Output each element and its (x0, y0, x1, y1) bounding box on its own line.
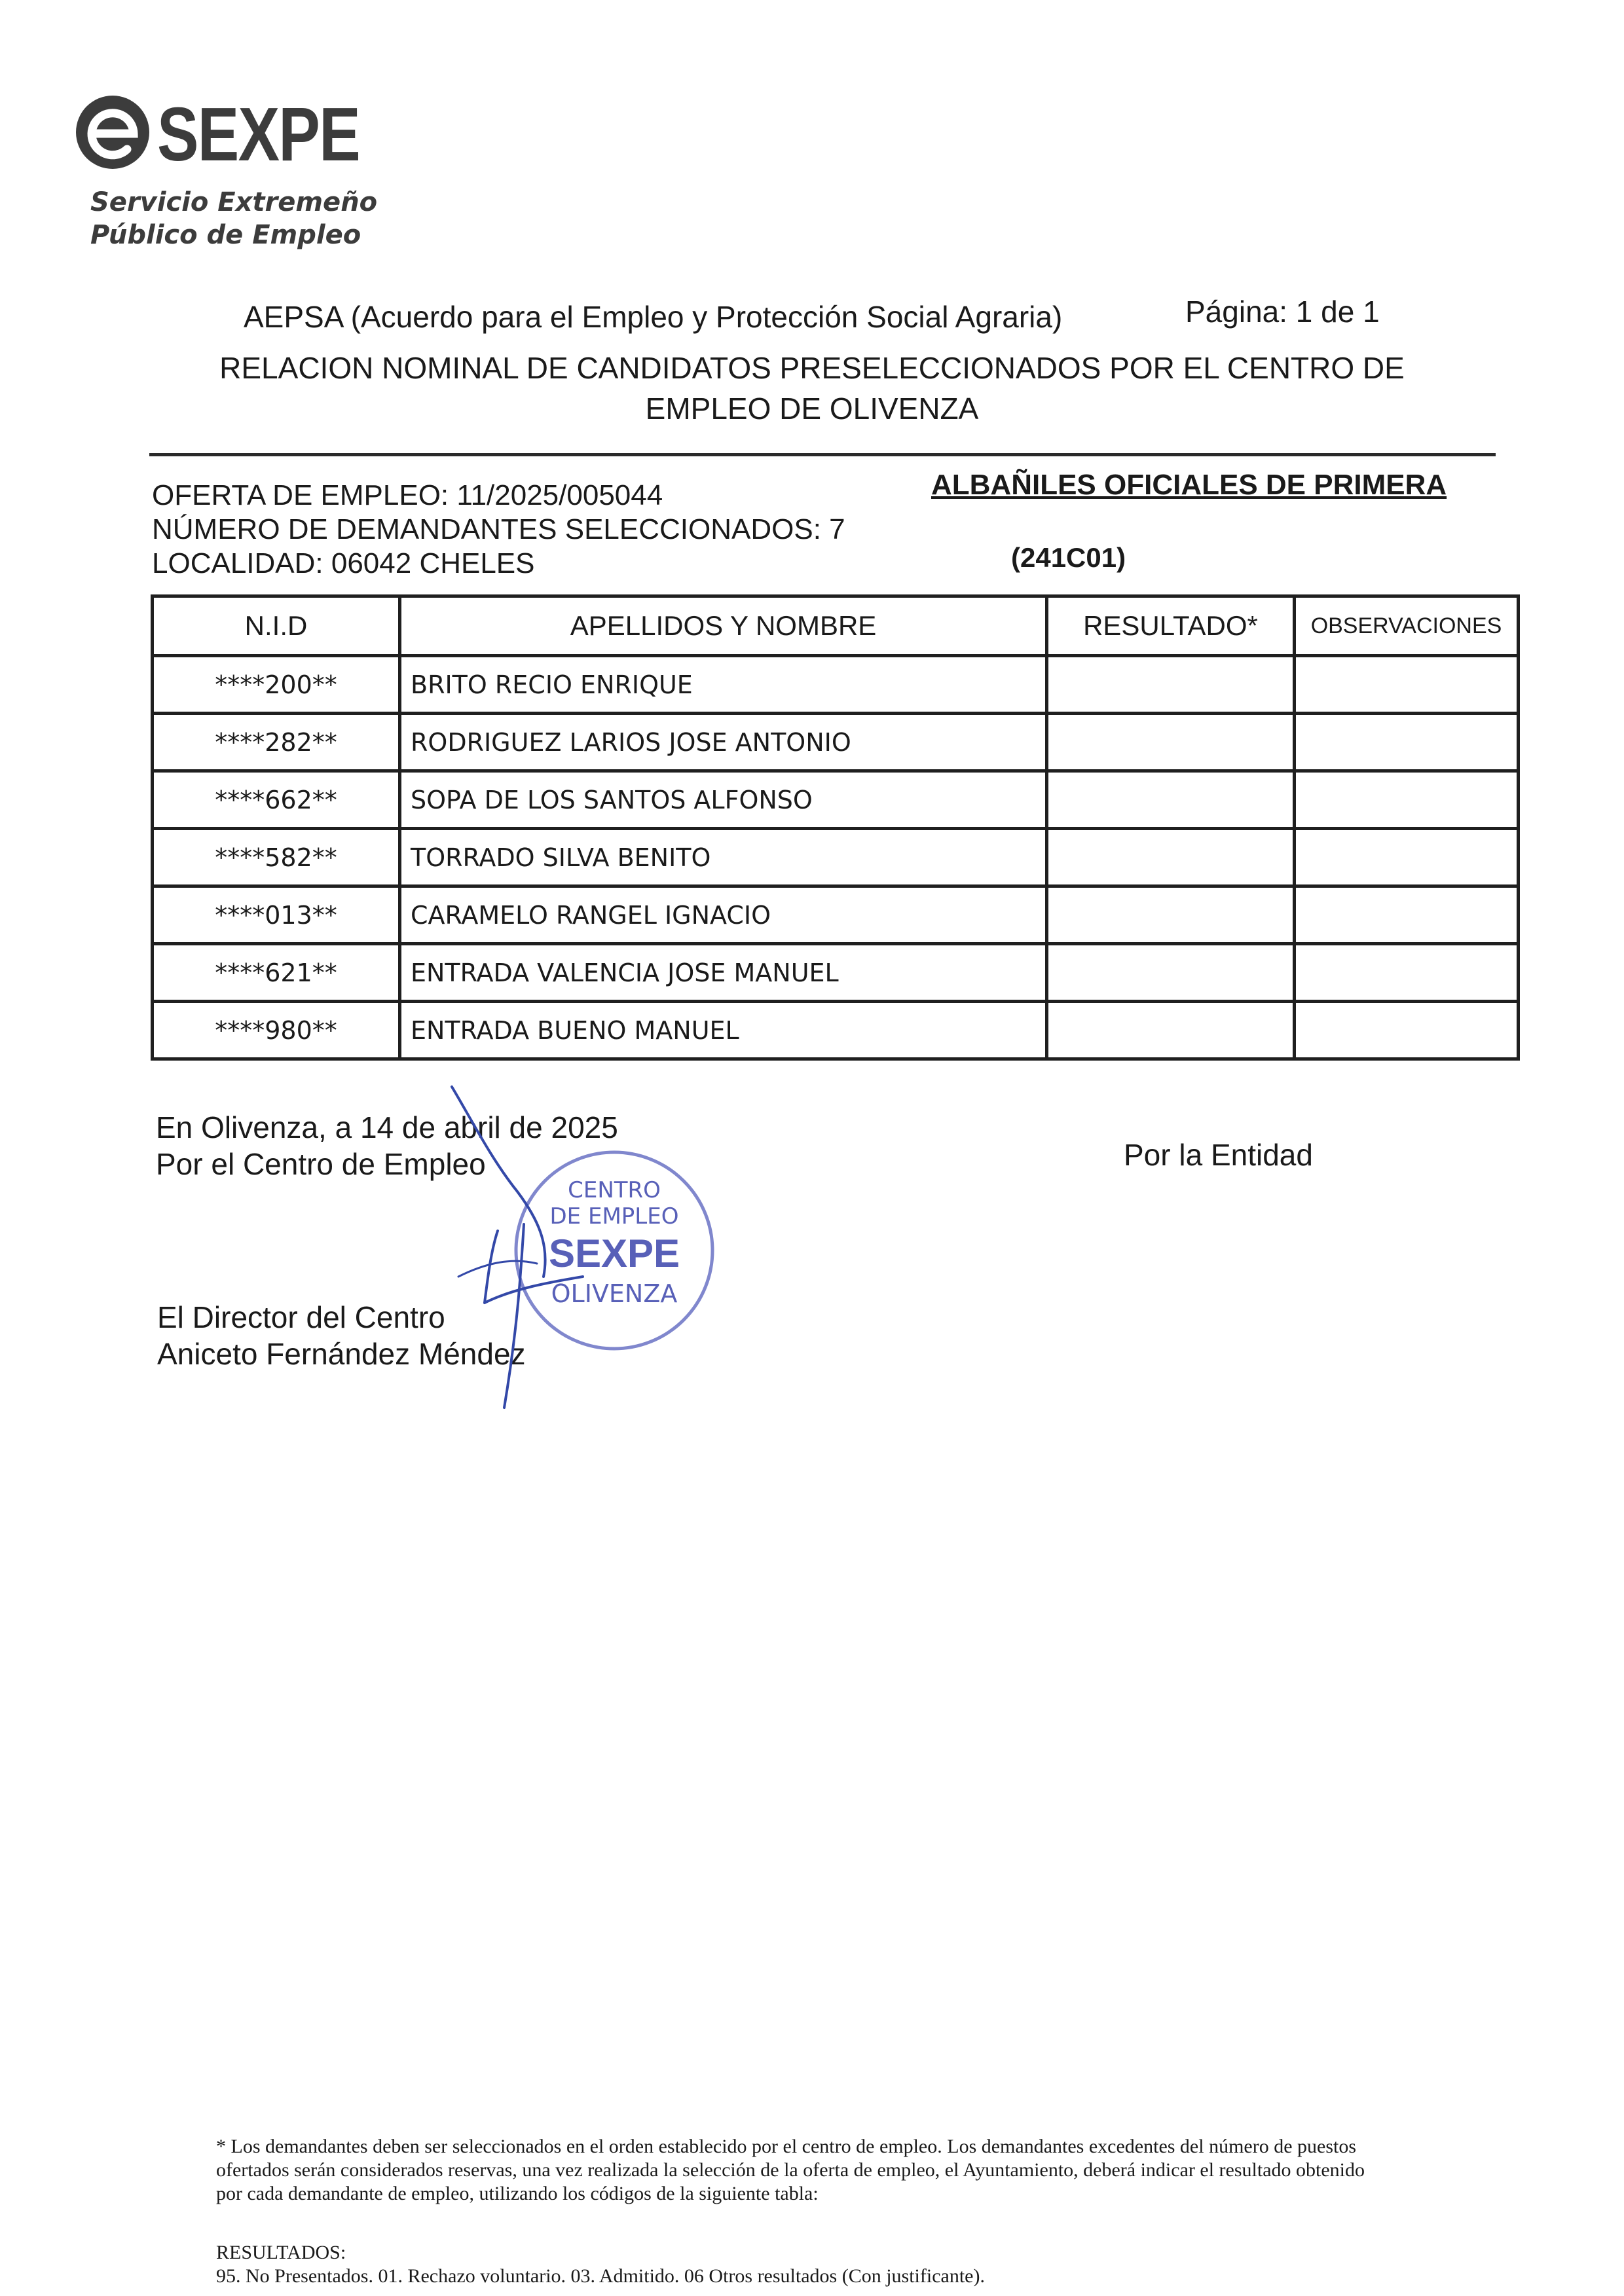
results-codes: 95. No Presentados. 01. Rechazo voluntario. 03. Admitido. 06 Otros resultados (Con justificante). (216, 2265, 985, 2287)
header-nombre: APELLIDOS Y NOMBRE (400, 596, 1047, 656)
document-subtitle-line2: EMPLEO DE OLIVENZA (645, 392, 979, 426)
cell-nombre: RODRIGUEZ LARIOS JOSE ANTONIO (400, 714, 1047, 771)
stamp-line4: OLIVENZA (551, 1279, 678, 1308)
table-row (153, 656, 1519, 714)
job-code: (241C01) (1011, 542, 1126, 573)
table-row (153, 1002, 1519, 1059)
cell-resultado (1047, 656, 1295, 714)
cell-nombre: CARAMELO RANGEL IGNACIO (400, 886, 1047, 944)
cell-nombre: ENTRADA VALENCIA JOSE MANUEL (400, 944, 1047, 1002)
cell-resultado (1047, 829, 1295, 886)
results-label: RESULTADOS: (216, 2242, 346, 2263)
header-resultado: RESULTADO* (1047, 596, 1295, 656)
cell-resultado (1047, 771, 1295, 829)
offer-number: OFERTA DE EMPLEO: 11/2025/005044 (152, 479, 663, 511)
table-header-row (153, 596, 1519, 656)
cell-resultado (1047, 944, 1295, 1002)
director-title: El Director del Centro (157, 1300, 445, 1334)
cell-nid: ****662** (153, 771, 400, 829)
cell-observaciones (1295, 1002, 1519, 1059)
cell-nombre: TORRADO SILVA BENITO (400, 829, 1047, 886)
sexpe-e-icon (73, 93, 152, 172)
cell-nid: ****282** (153, 714, 400, 771)
stamp-line1: CENTRO (568, 1177, 661, 1203)
director-name: Aniceto Fernández Méndez (157, 1337, 526, 1371)
cell-resultado (1047, 714, 1295, 771)
selected-count: NÚMERO DE DEMANDANTES SELECCIONADOS: 7 (152, 513, 845, 545)
handwritten-signature-icon (445, 1080, 589, 1421)
cell-nid: ****582** (153, 829, 400, 886)
by-center-label: Por el Centro de Empleo (156, 1147, 486, 1181)
job-title: ALBAÑILES OFICIALES DE PRIMERA (931, 469, 1447, 501)
stamp-line2: DE EMPLEO (549, 1203, 679, 1230)
footnote-line3: por cada demandante de empleo, utilizando los códigos de la siguiente tabla: (216, 2183, 819, 2204)
cell-nid: ****013** (153, 886, 400, 944)
place-date: En Olivenza, a 14 de abril de 2025 (156, 1110, 618, 1144)
document-title: AEPSA (Acuerdo para el Empleo y Protección Social Agraria) (244, 300, 1063, 334)
header-observaciones: OBSERVACIONES (1295, 596, 1519, 656)
footnote-line2: ofertados serán considerados reservas, una vez realizada la selección de la oferta de empleo, el Ayuntamiento, deberá indicar el resultado obtenido (216, 2159, 1365, 2181)
stamp-line3: SEXPE (548, 1231, 680, 1275)
locality: LOCALIDAD: 06042 CHELES (152, 547, 535, 579)
logo-subtitle-line2: Público de Empleo (90, 220, 361, 250)
cell-observaciones (1295, 714, 1519, 771)
table-row (153, 886, 1519, 944)
cell-observaciones (1295, 886, 1519, 944)
cell-nombre: BRITO RECIO ENRIQUE (400, 656, 1047, 714)
document-subtitle-line1: RELACION NOMINAL DE CANDIDATOS PRESELECCIONADOS POR EL CENTRO DE (219, 351, 1405, 385)
table-row (153, 714, 1519, 771)
cell-nid: ****621** (153, 944, 400, 1002)
cell-resultado (1047, 1002, 1295, 1059)
cell-observaciones (1295, 829, 1519, 886)
cell-nid: ****980** (153, 1002, 400, 1059)
cell-resultado (1047, 886, 1295, 944)
logo-brand: SEXPE (157, 92, 360, 177)
table-row (153, 771, 1519, 829)
cell-observaciones (1295, 656, 1519, 714)
cell-observaciones (1295, 944, 1519, 1002)
header-nid: N.I.D (153, 596, 400, 656)
cell-observaciones (1295, 771, 1519, 829)
candidates-table (151, 594, 1520, 1061)
header-divider (149, 453, 1496, 456)
cell-nid: ****200** (153, 656, 400, 714)
table-row (153, 944, 1519, 1002)
footnote-line1: * Los demandantes deben ser seleccionados en el orden establecido por el centro de empleo. Los demandantes excedentes del número de puestos (216, 2136, 1357, 2157)
page-number: Página: 1 de 1 (1185, 295, 1380, 329)
by-entity-label: Por la Entidad (1124, 1138, 1313, 1172)
table-row (153, 829, 1519, 886)
cell-nombre: ENTRADA BUENO MANUEL (400, 1002, 1047, 1059)
cell-nombre: SOPA DE LOS SANTOS ALFONSO (400, 771, 1047, 829)
logo-subtitle (90, 186, 377, 251)
logo-subtitle-line1: Servicio Extremeño (90, 187, 378, 217)
